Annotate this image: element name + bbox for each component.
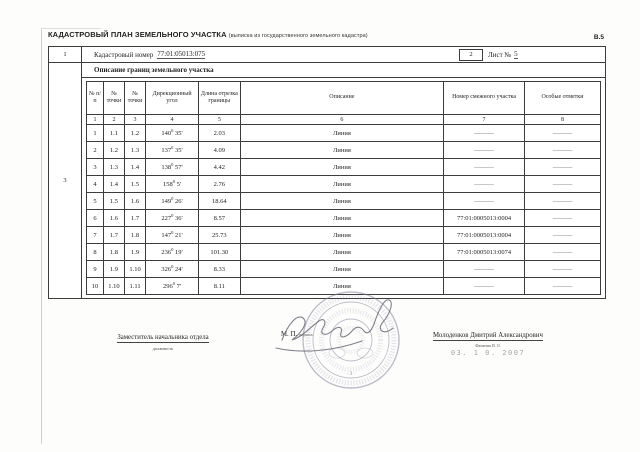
section-number: 3 (49, 63, 82, 298)
cell-adjacent-number: ——— (444, 142, 525, 159)
angle-degrees: 149 (161, 197, 172, 205)
cell-row-number: 10 (87, 278, 104, 295)
cadastral-number-value: 77:01:05013:075 (157, 50, 206, 58)
angle-minutes: 7' (175, 282, 182, 290)
angle-degrees: 140 (161, 129, 172, 137)
scan-edge-tick (41, 28, 101, 29)
cell-adjacent-number: 77:01:0005013:0004 (444, 227, 525, 244)
seal-place-label: М. П. (281, 331, 298, 338)
cell-description: Линия (240, 125, 444, 142)
cell-adjacent-number: ——— (444, 193, 525, 210)
cell-direction-angle (146, 261, 199, 278)
col-header-npp: № п/п (87, 82, 104, 115)
cell-point-to: 1.9 (125, 244, 146, 261)
col-number: 3 (125, 115, 146, 125)
angle-minutes: 35' (173, 146, 183, 154)
col-header-segment-length: Длина отрезка границы (199, 82, 241, 115)
col-number: 5 (199, 115, 241, 125)
sheet-label: Лист № (488, 50, 512, 59)
cell-special-notes: ——— (524, 227, 600, 244)
col-number: 4 (146, 115, 199, 125)
angle-minutes: 24' (173, 265, 183, 273)
cell-description: Линия (240, 227, 444, 244)
cell-row-number: 3 (87, 159, 104, 176)
scan-edge-line (41, 28, 42, 444)
seal-place-note: подпись (299, 332, 314, 337)
col-header-point-from: № точки (103, 82, 124, 115)
cell-description: Линия (240, 210, 444, 227)
table-row (87, 142, 601, 159)
cell-segment-length: 25.73 (199, 227, 241, 244)
cell-point-from: 1.1 (103, 125, 124, 142)
cell-segment-length: 101.30 (199, 244, 241, 261)
cell-description: Линия (240, 278, 444, 295)
col-header-special-notes: Особые отметки (524, 82, 600, 115)
cell-segment-length: 18.64 (199, 193, 241, 210)
cell-point-from: 1.3 (103, 159, 124, 176)
position-title: Заместитель начальника отдела (117, 334, 209, 341)
angle-degrees: 296 (163, 282, 173, 290)
sheet-number-group (459, 49, 599, 61)
cell-adjacent-number: ——— (444, 278, 525, 295)
angle-degree-sign: 0 (171, 161, 174, 167)
angle-degrees: 236 (161, 248, 172, 256)
document-title-text: КАДАСТРОВЫЙ ПЛАН ЗЕМЕЛЬНОГО УЧАСТКА (48, 30, 227, 39)
cell-special-notes: ——— (524, 142, 600, 159)
cell-point-from: 1.4 (103, 176, 124, 193)
angle-degrees: 137 (161, 146, 172, 154)
cell-direction-angle (146, 227, 199, 244)
cell-point-to: 1.3 (125, 142, 146, 159)
cell-direction-angle (146, 176, 199, 193)
sheet-value: 5 (514, 50, 518, 58)
cell-row-number: 7 (87, 227, 104, 244)
col-number: 1 (87, 115, 104, 125)
section-title: Описание границ земельного участка (82, 63, 605, 78)
angle-degree-sign: 0 (171, 144, 174, 150)
column-number-row (87, 115, 601, 125)
cell-adjacent-number: 77:01:0005013:0074 (444, 244, 525, 261)
item1-number: 1 (49, 47, 82, 63)
angle-degree-sign: 0 (171, 229, 174, 235)
cell-row-number: 5 (87, 193, 104, 210)
angle-minutes: 21' (173, 231, 183, 239)
cell-point-to: 1.7 (125, 210, 146, 227)
angle-degrees: 227 (161, 214, 172, 222)
cell-special-notes: ——— (524, 278, 600, 295)
cell-direction-angle (146, 142, 199, 159)
official-name: Молоденков Дмитрий Александрович (433, 332, 543, 339)
cell-point-to: 1.4 (125, 159, 146, 176)
cell-segment-length: 4.42 (199, 159, 241, 176)
cell-point-from: 1.5 (103, 193, 124, 210)
cell-segment-length: 8.11 (199, 278, 241, 295)
boundary-table-body (87, 125, 601, 295)
boundary-table (86, 81, 601, 295)
cell-segment-length: 8.57 (199, 210, 241, 227)
cell-direction-angle (146, 125, 199, 142)
col-number: 7 (444, 115, 525, 125)
table-row (87, 125, 601, 142)
cell-point-from: 1.10 (103, 278, 124, 295)
cell-segment-length: 8.33 (199, 261, 241, 278)
cell-point-to: 1.5 (125, 176, 146, 193)
name-signature-block (398, 324, 578, 357)
cell-description: Линия (240, 261, 444, 278)
cell-segment-length: 2.76 (199, 176, 241, 193)
cell-point-to: 1.8 (125, 227, 146, 244)
cell-description: Линия (240, 244, 444, 261)
angle-degree-sign: 0 (171, 263, 174, 269)
cell-description: Линия (240, 142, 444, 159)
document-title (48, 30, 368, 39)
cell-direction-angle (146, 278, 199, 295)
cell-direction-angle (146, 210, 199, 227)
document-title-note: (выписка из государственного земельного кадастра) (228, 33, 368, 39)
angle-minutes: 35' (173, 129, 183, 137)
boundary-table-wrap (82, 78, 605, 298)
cell-point-to: 1.11 (125, 278, 146, 295)
cell-point-from: 1.6 (103, 210, 124, 227)
cell-segment-length: 2.03 (199, 125, 241, 142)
col-number: 8 (524, 115, 600, 125)
angle-degrees: 158 (163, 180, 173, 188)
cell-row-number: 8 (87, 244, 104, 261)
col-header-direction-angle: Дирекционный угол (146, 82, 199, 115)
angle-degree-sign: 0 (171, 127, 174, 133)
cell-point-to: 1.10 (125, 261, 146, 278)
cell-description: Линия (240, 176, 444, 193)
table-row (87, 159, 601, 176)
form-code: В.5 (593, 34, 604, 41)
cell-point-to: 1.6 (125, 193, 146, 210)
cell-direction-angle (146, 159, 199, 176)
col-header-description: Описание (240, 82, 444, 115)
col-number: 6 (240, 115, 444, 125)
cell-description: Линия (240, 159, 444, 176)
cadastral-number-row (82, 47, 605, 63)
cell-point-from: 1.8 (103, 244, 124, 261)
position-signature-block (88, 326, 238, 351)
cell-row-number: 4 (87, 176, 104, 193)
cell-special-notes: ——— (524, 261, 600, 278)
table-row (87, 261, 601, 278)
table-row (87, 244, 601, 261)
col-number: 2 (103, 115, 124, 125)
cell-point-from: 1.7 (103, 227, 124, 244)
stamp-bottom-mark: · 3 · (346, 371, 356, 377)
table-row (87, 176, 601, 193)
sheet-item-number-box: 2 (459, 49, 483, 61)
angle-degrees: 147 (161, 231, 172, 239)
cell-row-number: 1 (87, 125, 104, 142)
cell-special-notes: ——— (524, 159, 600, 176)
col-header-point-to: № точки (125, 82, 146, 115)
table-row (87, 193, 601, 210)
angle-minutes: 57' (173, 163, 183, 171)
signature (272, 294, 404, 358)
cell-special-notes: ——— (524, 210, 600, 227)
cell-description: Линия (240, 193, 444, 210)
name-note: Фамилия И. О. (475, 343, 501, 348)
cell-direction-angle (146, 244, 199, 261)
table-row (87, 210, 601, 227)
cell-segment-length: 4.09 (199, 142, 241, 159)
cell-adjacent-number: ——— (444, 125, 525, 142)
header-row (87, 82, 601, 115)
table-row (87, 227, 601, 244)
angle-degrees: 138 (161, 163, 172, 171)
form-outer-table (48, 46, 606, 299)
cell-adjacent-number: ——— (444, 176, 525, 193)
cell-special-notes: ——— (524, 244, 600, 261)
angle-degree-sign: 0 (171, 246, 174, 252)
cadastral-number-label: Кадастровый номер (94, 50, 154, 59)
cell-point-to: 1.2 (125, 125, 146, 142)
cell-special-notes: ——— (524, 125, 600, 142)
cell-row-number: 2 (87, 142, 104, 159)
cell-special-notes: ——— (524, 176, 600, 193)
col-header-adjacent-number: Номер смежного участка (444, 82, 525, 115)
cell-adjacent-number: 77:01:0005013:0004 (444, 210, 525, 227)
cell-row-number: 9 (87, 261, 104, 278)
angle-minutes: 36' (173, 214, 183, 222)
angle-minutes: 5' (175, 180, 182, 188)
cell-point-from: 1.9 (103, 261, 124, 278)
angle-degree-sign: 0 (172, 280, 176, 286)
angle-minutes: 26' (173, 197, 183, 205)
date-stamp: 03. 1 0. 2007 (450, 349, 526, 357)
position-note: должность (152, 346, 174, 351)
cell-adjacent-number: ——— (444, 261, 525, 278)
angle-degree-sign: 0 (171, 212, 174, 218)
angle-degree-sign: 0 (172, 178, 176, 184)
angle-degrees: 326 (161, 265, 172, 273)
cell-row-number: 6 (87, 210, 104, 227)
cell-point-from: 1.2 (103, 142, 124, 159)
cell-adjacent-number: ——— (444, 159, 525, 176)
angle-minutes: 19' (173, 248, 183, 256)
cell-direction-angle (146, 193, 199, 210)
angle-degree-sign: 0 (171, 195, 174, 201)
cell-special-notes: ——— (524, 193, 600, 210)
